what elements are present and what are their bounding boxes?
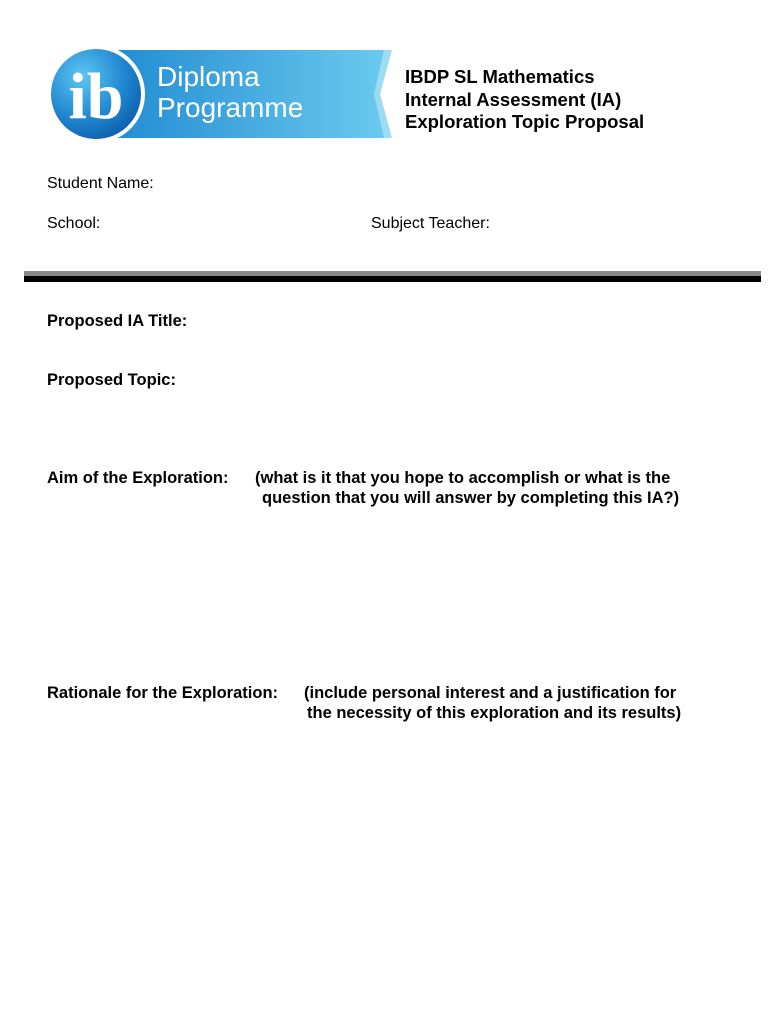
logo-ib-text: ib xyxy=(68,60,124,133)
rationale-hint-line-1: (include personal interest and a justification for xyxy=(304,684,677,702)
rationale-hint-line-2: the necessity of this exploration and its results) xyxy=(307,704,682,722)
divider-black xyxy=(24,276,761,282)
aim-hint-line-1: (what is it that you hope to accomplish or what is the xyxy=(255,469,671,487)
logo-line2: Programme xyxy=(157,92,304,123)
document-title xyxy=(405,66,644,134)
logo-line1: Diploma xyxy=(157,61,260,92)
proposed-topic-label: Proposed Topic: xyxy=(47,371,176,389)
title-line-3: Exploration Topic Proposal xyxy=(405,111,645,132)
rationale-label: Rationale for the Exploration: xyxy=(47,684,279,702)
title-line-2: Internal Assessment (IA) xyxy=(405,88,622,110)
school-label: School: xyxy=(47,215,101,232)
aim-hint-line-2: question that you will answer by completing this IA?) xyxy=(262,489,680,507)
subject-teacher-label: Subject Teacher: xyxy=(371,215,490,232)
title-line-1: IBDP SL Mathematics xyxy=(405,66,595,87)
aim-label: Aim of the Exploration: xyxy=(47,469,229,487)
ib-diploma-programme-logo xyxy=(44,44,394,144)
proposed-title-label: Proposed IA Title: xyxy=(47,312,188,330)
student-name-label: Student Name: xyxy=(47,175,154,192)
